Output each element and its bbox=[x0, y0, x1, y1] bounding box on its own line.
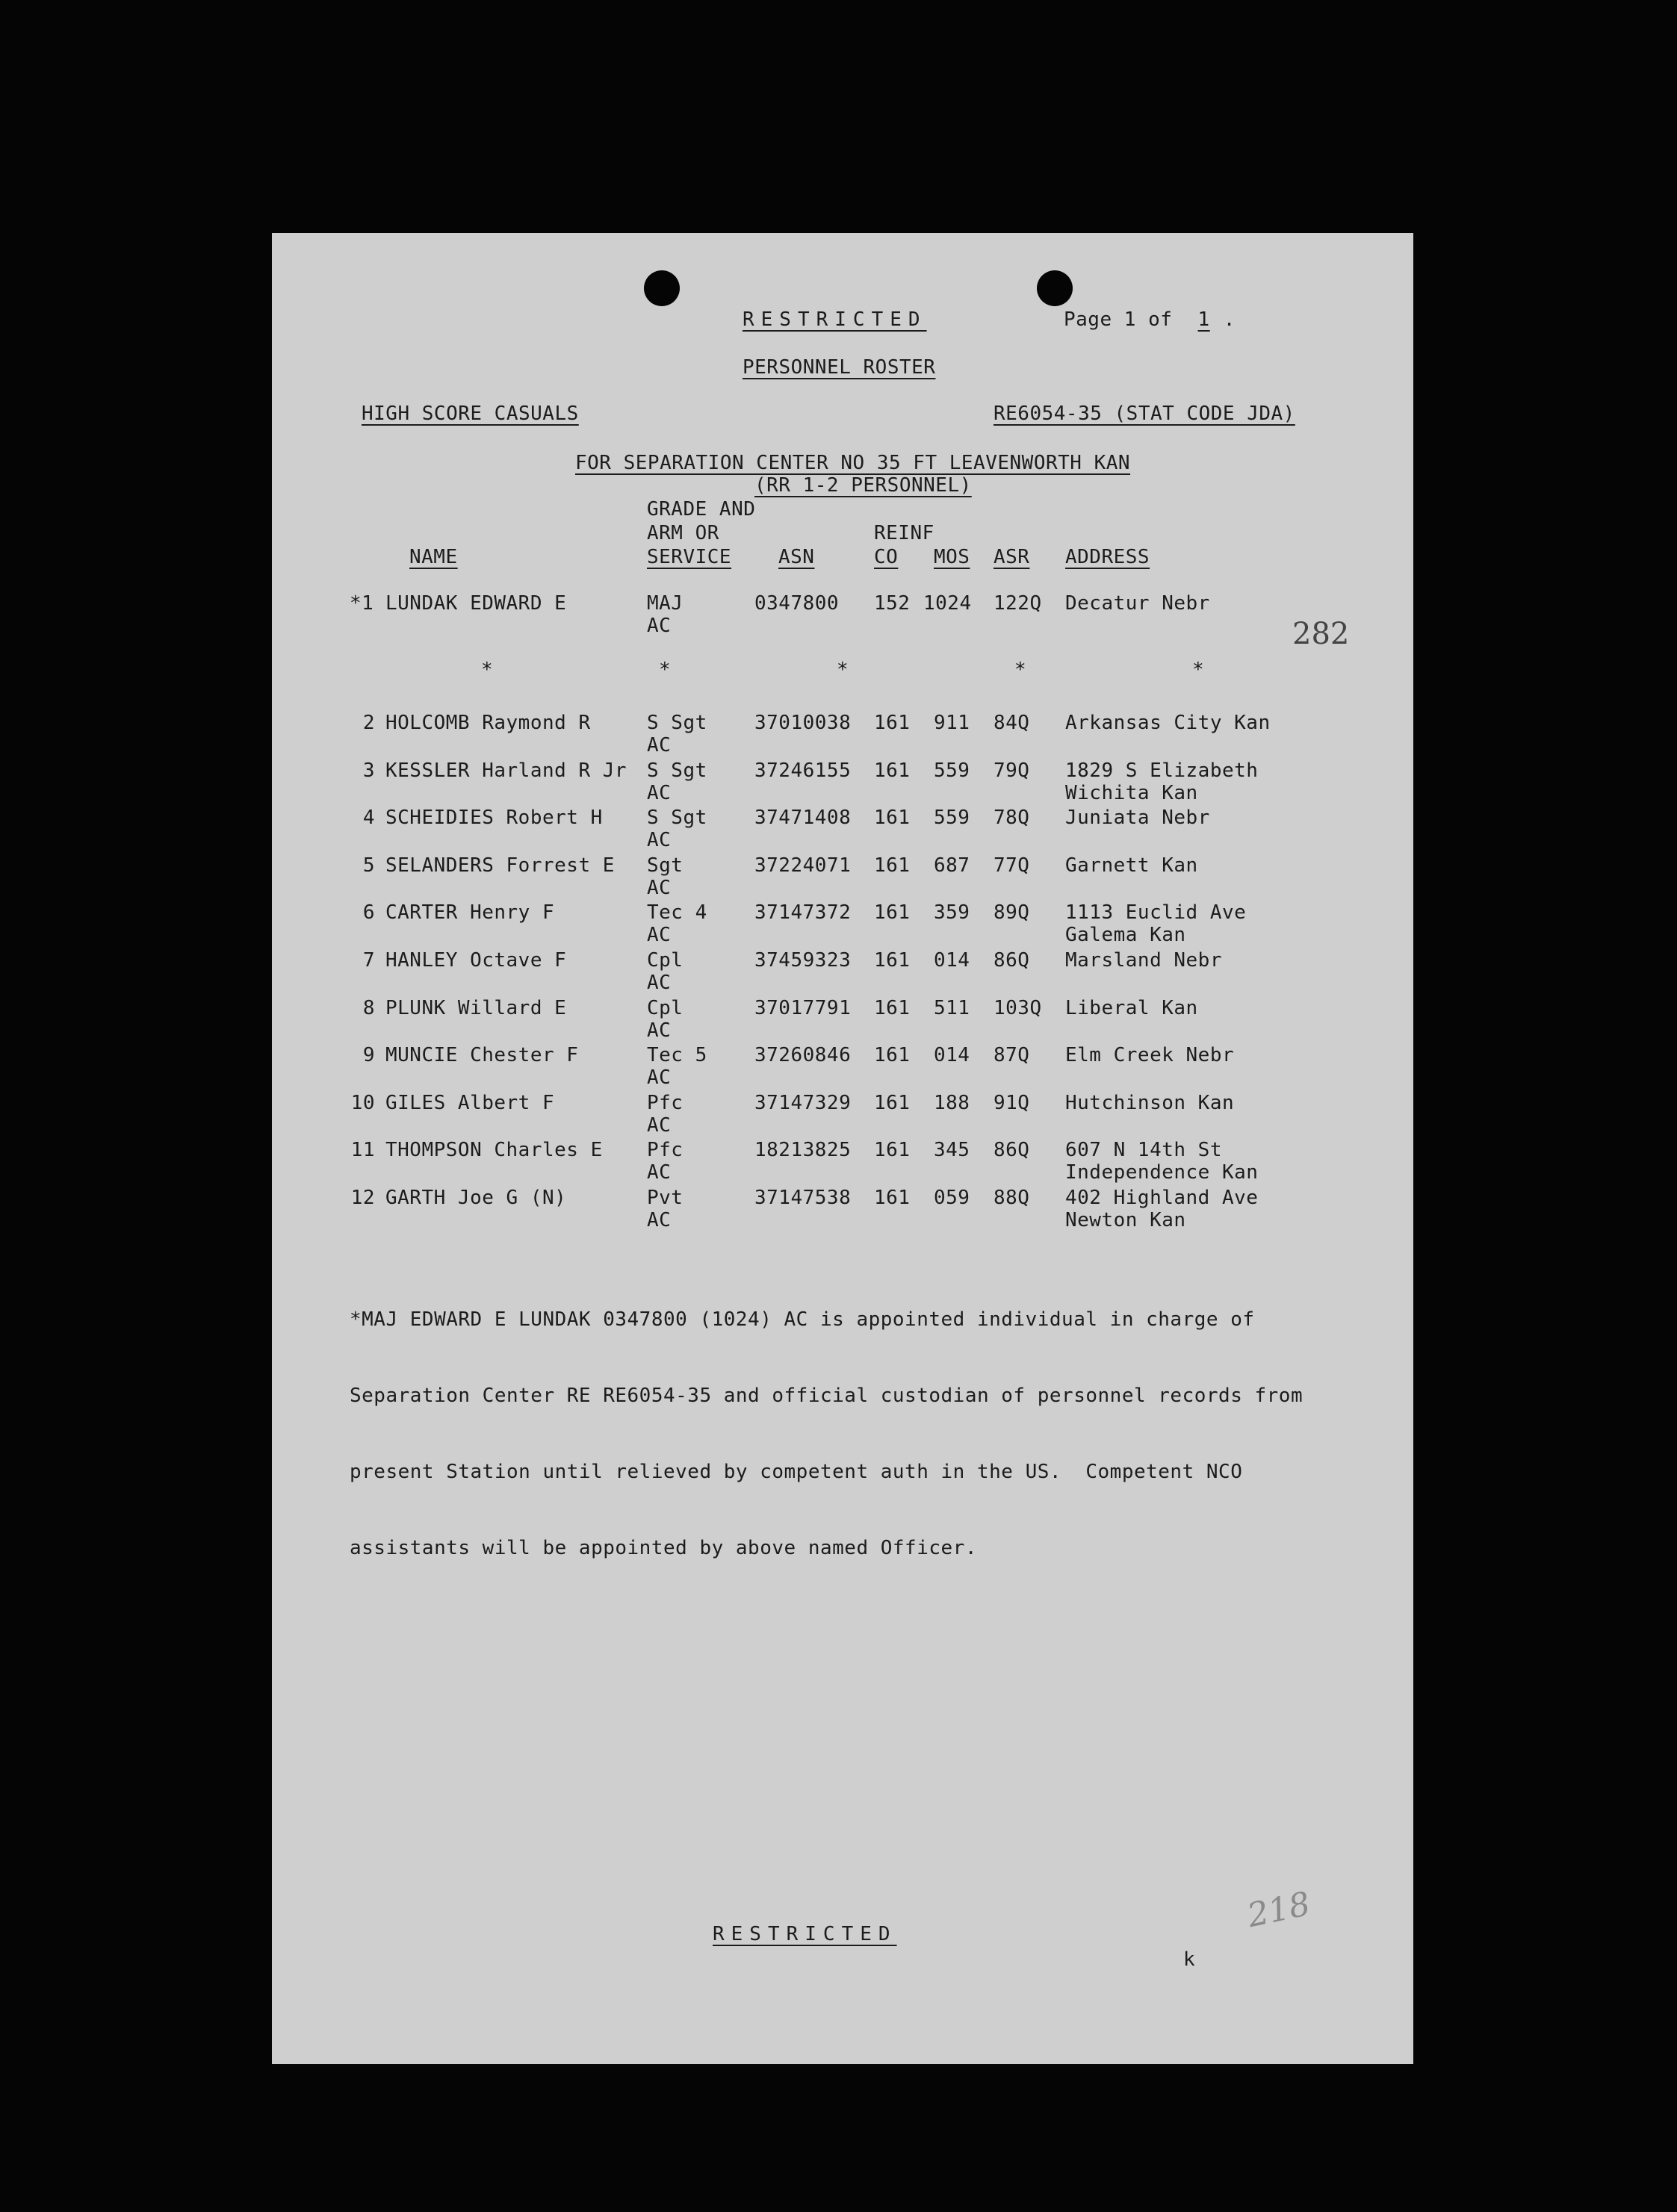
row-arm: AC bbox=[647, 829, 672, 852]
row-address-line2: Newton Kan bbox=[1065, 1209, 1186, 1231]
row-address-line1: Liberal Kan bbox=[1065, 996, 1198, 1019]
footnote-line: Separation Center RE RE6054-35 and official custodian of personnel records from bbox=[350, 1385, 1304, 1407]
row-name: HOLCOMB Raymond R bbox=[385, 712, 591, 734]
row-address-line2: Independence Kan bbox=[1065, 1161, 1259, 1184]
row-asr: 84Q bbox=[994, 712, 1030, 734]
row-co: 152 bbox=[874, 592, 911, 615]
row-co: 161 bbox=[874, 1091, 911, 1114]
col-reinf-line2: CO bbox=[874, 546, 899, 568]
row-asr: 88Q bbox=[994, 1187, 1030, 1209]
row-co: 161 bbox=[874, 712, 911, 734]
row-grade: Pfc bbox=[647, 1139, 683, 1162]
row-grade: Sgt bbox=[647, 854, 683, 877]
col-grade-line3: SERVICE bbox=[647, 546, 732, 568]
row-arm: AC bbox=[647, 876, 672, 899]
footnote-line: *MAJ EDWARD E LUNDAK 0347800 (1024) AC is appointed individual in charge of bbox=[350, 1308, 1255, 1331]
row-asn: 18213825 bbox=[754, 1139, 852, 1162]
row-asr: 86Q bbox=[994, 949, 1030, 972]
document-page bbox=[272, 233, 1413, 2064]
separator-asterisk: * bbox=[1192, 659, 1204, 681]
row-address-line1: Elm Creek Nebr bbox=[1065, 1044, 1235, 1067]
row-arm: AC bbox=[647, 781, 672, 804]
row-mos: 511 bbox=[934, 996, 970, 1019]
handwritten-number: 218 bbox=[1244, 1884, 1314, 1936]
row-name: LUNDAK EDWARD E bbox=[385, 592, 567, 615]
row-number: *1 bbox=[350, 592, 374, 615]
row-mos: 188 bbox=[934, 1091, 970, 1114]
row-address-line1: 1829 S Elizabeth bbox=[1065, 759, 1259, 782]
punch-hole bbox=[1037, 270, 1073, 306]
row-number: 8 bbox=[362, 996, 375, 1019]
footnote bbox=[350, 1256, 1303, 1612]
typist-initial: k bbox=[1183, 1948, 1196, 1971]
row-number: 7 bbox=[362, 949, 375, 972]
row-asn: 37147538 bbox=[754, 1187, 852, 1209]
row-mos: 911 bbox=[934, 712, 970, 734]
row-grade: Pfc bbox=[647, 1091, 683, 1114]
row-number: 3 bbox=[362, 759, 375, 782]
row-asn: 0347800 bbox=[754, 592, 840, 615]
row-name: MUNCIE Chester F bbox=[385, 1044, 579, 1067]
row-grade: Cpl bbox=[647, 996, 683, 1019]
row-address-line1: Juniata Nebr bbox=[1065, 807, 1210, 830]
row-number: 9 bbox=[362, 1044, 375, 1067]
row-asn: 37147372 bbox=[754, 901, 852, 925]
row-mos: 014 bbox=[934, 949, 970, 972]
row-asn: 37010038 bbox=[754, 712, 852, 734]
footnote-line: present Station until relieved by competent auth in the US. Competent NCO bbox=[350, 1461, 1243, 1483]
row-arm: AC bbox=[647, 1019, 672, 1042]
row-grade: Tec 5 bbox=[647, 1044, 707, 1067]
stamp-number: 282 bbox=[1292, 617, 1350, 651]
row-number: 11 bbox=[350, 1139, 375, 1162]
row-name: GILES Albert F bbox=[385, 1091, 555, 1114]
row-co: 161 bbox=[874, 1187, 911, 1209]
row-mos: 059 bbox=[934, 1187, 970, 1209]
col-name: NAME bbox=[409, 546, 458, 568]
row-co: 161 bbox=[874, 901, 911, 925]
row-asn: 37260846 bbox=[754, 1044, 852, 1067]
separator-asterisk: * bbox=[1014, 659, 1026, 681]
col-asr: ASR bbox=[994, 546, 1030, 568]
row-address-line1: Marsland Nebr bbox=[1065, 949, 1222, 972]
row-number: 4 bbox=[362, 807, 375, 830]
row-mos: 1024 bbox=[923, 592, 972, 615]
row-asr: 122Q bbox=[994, 592, 1042, 615]
row-asr: 103Q bbox=[994, 996, 1042, 1019]
row-mos: 359 bbox=[934, 901, 970, 925]
row-asr: 89Q bbox=[994, 901, 1030, 925]
row-name: CARTER Henry F bbox=[385, 901, 555, 925]
row-address-line1: 402 Highland Ave bbox=[1065, 1187, 1259, 1209]
classification-header: RESTRICTED bbox=[743, 308, 927, 331]
page-indicator: Page 1 of 1 . bbox=[1064, 308, 1236, 331]
row-asr: 87Q bbox=[994, 1044, 1030, 1067]
row-asn: 37147329 bbox=[754, 1091, 852, 1114]
col-reinf-line1: REINF bbox=[874, 522, 934, 544]
row-arm: AC bbox=[647, 615, 672, 637]
row-grade: Cpl bbox=[647, 949, 683, 972]
row-name: THOMPSON Charles E bbox=[385, 1139, 603, 1162]
row-asr: 86Q bbox=[994, 1139, 1030, 1162]
row-name: KESSLER Harland R Jr bbox=[385, 759, 627, 782]
row-asr: 78Q bbox=[994, 807, 1030, 830]
col-grade-line2: ARM OR bbox=[647, 522, 719, 544]
row-co: 161 bbox=[874, 996, 911, 1019]
destination-line: FOR SEPARATION CENTER NO 35 FT LEAVENWORTH KAN bbox=[575, 452, 1131, 474]
row-mos: 014 bbox=[934, 1044, 970, 1067]
row-grade: Tec 4 bbox=[647, 901, 707, 925]
col-asn: ASN bbox=[778, 546, 815, 568]
row-number: 6 bbox=[362, 901, 375, 925]
row-mos: 687 bbox=[934, 854, 970, 877]
row-address-line1: Hutchinson Kan bbox=[1065, 1091, 1235, 1114]
row-arm: AC bbox=[647, 1066, 672, 1090]
row-co: 161 bbox=[874, 807, 911, 830]
row-number: 2 bbox=[362, 712, 375, 734]
row-address-line2: Galema Kan bbox=[1065, 924, 1186, 947]
row-co: 161 bbox=[874, 1139, 911, 1162]
row-mos: 559 bbox=[934, 807, 970, 830]
row-asn: 37459323 bbox=[754, 949, 852, 972]
row-grade: S Sgt bbox=[647, 807, 707, 830]
separator-asterisk: * bbox=[481, 659, 493, 681]
roster-title: PERSONNEL ROSTER bbox=[743, 356, 936, 379]
row-grade: S Sgt bbox=[647, 712, 707, 734]
row-asr: 77Q bbox=[994, 854, 1030, 877]
row-name: PLUNK Willard E bbox=[385, 996, 567, 1019]
row-address-line1: 607 N 14th St bbox=[1065, 1139, 1222, 1162]
row-number: 5 bbox=[362, 854, 375, 877]
row-arm: AC bbox=[647, 924, 672, 947]
row-asr: 91Q bbox=[994, 1091, 1030, 1114]
row-name: GARTH Joe G (N) bbox=[385, 1187, 567, 1209]
row-co: 161 bbox=[874, 854, 911, 877]
row-address-line1: Garnett Kan bbox=[1065, 854, 1198, 877]
row-address-line1: 1113 Euclid Ave bbox=[1065, 901, 1247, 925]
row-mos: 559 bbox=[934, 759, 970, 782]
row-asr: 79Q bbox=[994, 759, 1030, 782]
row-number: 12 bbox=[350, 1187, 375, 1209]
sub-destination-line: (RR 1-2 PERSONNEL) bbox=[754, 474, 972, 497]
separator-asterisk: * bbox=[659, 659, 671, 681]
row-name: HANLEY Octave F bbox=[385, 949, 567, 972]
col-mos: MOS bbox=[934, 546, 970, 568]
row-arm: AC bbox=[647, 734, 672, 757]
row-name: SCHEIDIES Robert H bbox=[385, 807, 603, 830]
punch-hole bbox=[644, 270, 680, 306]
col-address: ADDRESS bbox=[1065, 546, 1150, 568]
row-co: 161 bbox=[874, 1044, 911, 1067]
page-label: Page 1 of bbox=[1064, 308, 1173, 331]
classification-footer: RESTRICTED bbox=[713, 1923, 897, 1945]
row-address-line1: Decatur Nebr bbox=[1065, 592, 1210, 615]
row-asn: 37246155 bbox=[754, 759, 852, 782]
row-address-line2: Wichita Kan bbox=[1065, 781, 1198, 804]
page-total: 1 bbox=[1197, 308, 1210, 331]
row-number: 10 bbox=[350, 1091, 375, 1114]
separator-asterisk: * bbox=[837, 659, 849, 681]
row-asn: 37017791 bbox=[754, 996, 852, 1019]
row-grade: MAJ bbox=[647, 592, 683, 615]
row-grade: S Sgt bbox=[647, 759, 707, 782]
group-label: HIGH SCORE CASUALS bbox=[362, 403, 579, 425]
footnote-line: assistants will be appointed by above named Officer. bbox=[350, 1537, 977, 1559]
row-arm: AC bbox=[647, 972, 672, 994]
row-asn: 37224071 bbox=[754, 854, 852, 877]
row-arm: AC bbox=[647, 1209, 672, 1231]
roster-code: RE6054-35 (STAT CODE JDA) bbox=[994, 403, 1295, 425]
col-grade-line1: GRADE AND bbox=[647, 498, 756, 521]
row-grade: Pvt bbox=[647, 1187, 683, 1209]
row-arm: AC bbox=[647, 1161, 672, 1184]
row-address-line1: Arkansas City Kan bbox=[1065, 712, 1271, 734]
row-asn: 37471408 bbox=[754, 807, 852, 830]
row-co: 161 bbox=[874, 759, 911, 782]
row-mos: 345 bbox=[934, 1139, 970, 1162]
row-co: 161 bbox=[874, 949, 911, 972]
row-name: SELANDERS Forrest E bbox=[385, 854, 615, 877]
row-arm: AC bbox=[647, 1113, 672, 1137]
